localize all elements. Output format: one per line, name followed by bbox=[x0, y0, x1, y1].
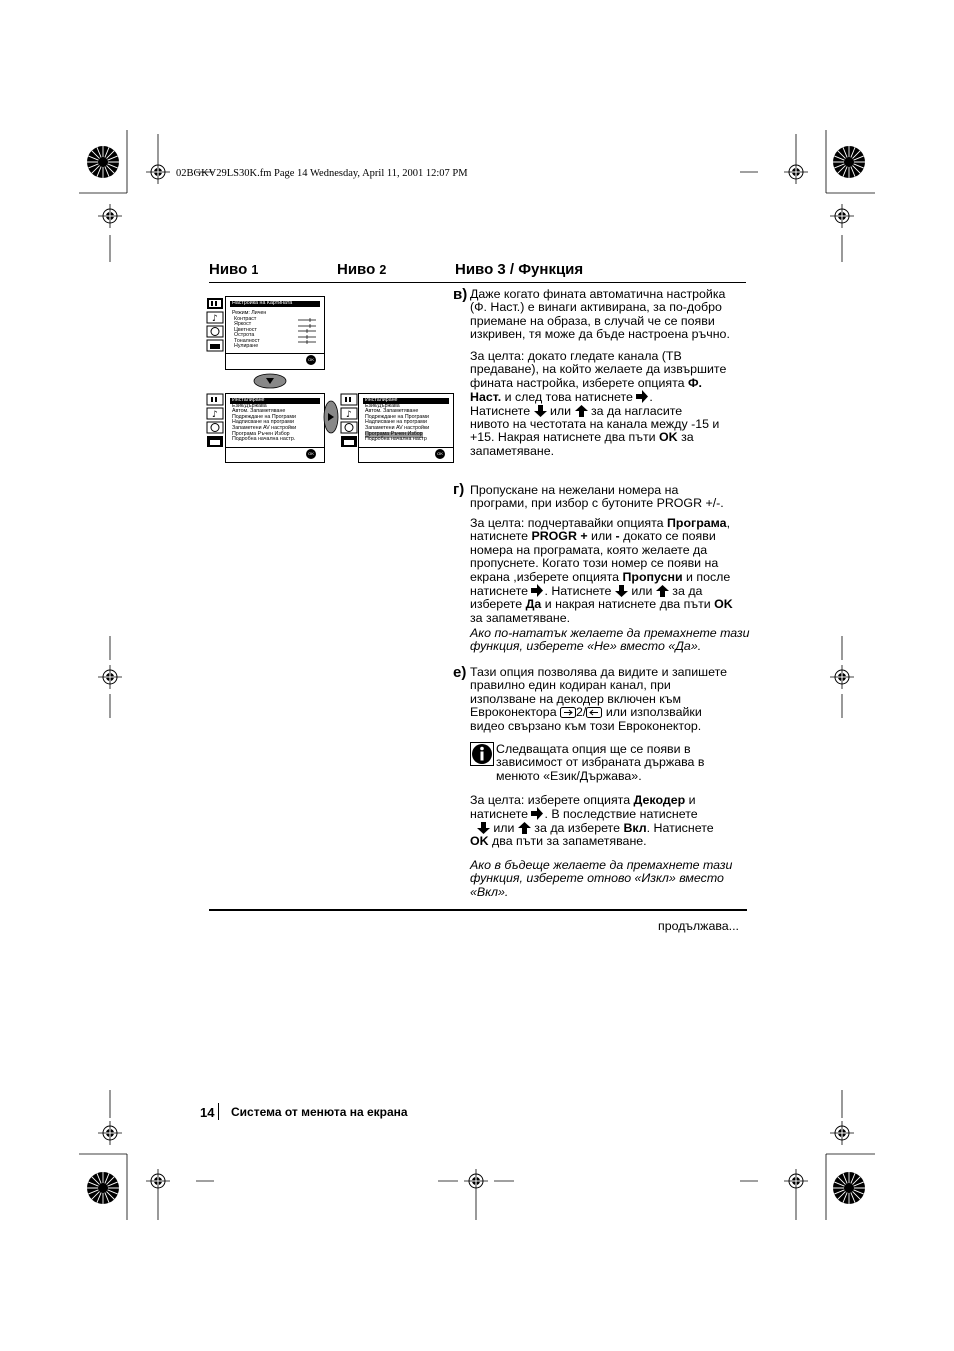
menu-item: Надписване на програми bbox=[365, 419, 427, 425]
menu-icons-picture bbox=[206, 297, 224, 352]
text: натиснете bbox=[470, 529, 532, 544]
text-line: нивото на честотата на канала между -15 и bbox=[470, 417, 720, 432]
install-menu-screen-left bbox=[225, 393, 325, 463]
menu-icons-install-right bbox=[340, 393, 358, 448]
text-line: Следващата опция ще се появи в bbox=[496, 742, 691, 756]
menu-item: Надписване на програми bbox=[232, 419, 294, 425]
text: докато се появи bbox=[619, 529, 716, 544]
option-value: Да bbox=[525, 597, 542, 612]
up-arrow-icon bbox=[575, 405, 588, 417]
right-arrow-icon bbox=[636, 390, 649, 403]
install-menu-screen-right bbox=[358, 393, 454, 463]
down-button-icon bbox=[253, 373, 287, 389]
column-heading-level-1 bbox=[209, 261, 258, 278]
menu-item: Нулиране bbox=[234, 343, 259, 349]
file-info-header: 02BGKV29LS30K.fm Page 14 Wednesday, April 11, 2001 12:07 PM bbox=[176, 168, 468, 179]
text-line bbox=[470, 405, 726, 418]
menu-item: Подреждане на Програми bbox=[365, 414, 429, 420]
menu-item: Автом. Запаметяване bbox=[232, 408, 286, 414]
text-line: програми, при избор с бутоните PROGR +/-. bbox=[470, 496, 724, 511]
option-name: Декодер bbox=[633, 793, 686, 807]
menu-item: Тоналност bbox=[234, 338, 260, 344]
ok-key: OK bbox=[659, 430, 678, 445]
text: . Натиснете bbox=[646, 820, 714, 835]
text-line: изкривен, тя може да бъде настроена ръчно. bbox=[470, 327, 730, 342]
text: или bbox=[627, 584, 656, 599]
text: За целта: изберете опцията bbox=[470, 793, 634, 807]
ok-button-icon: OK bbox=[435, 449, 445, 459]
right-button-icon bbox=[323, 400, 339, 434]
ok-key: OK bbox=[470, 834, 489, 849]
svg-text:♪: ♪ bbox=[346, 410, 352, 420]
text: +15. Накрая натиснете два пъти bbox=[470, 430, 660, 445]
svg-text:♪: ♪ bbox=[212, 410, 218, 420]
text-line: номера на програмата, която желаете да bbox=[470, 542, 708, 557]
option-name: Ф. bbox=[687, 375, 703, 390]
section-v-intro bbox=[470, 288, 730, 342]
text-line bbox=[470, 530, 733, 543]
menu-footer-line bbox=[226, 447, 324, 448]
option-value: Вкл bbox=[623, 820, 647, 835]
section-e-intro bbox=[470, 666, 727, 733]
text-line: запаметяване. bbox=[470, 443, 555, 458]
section-letter-e: е) bbox=[453, 664, 467, 681]
text-line: приемане на образа, в случай че се появи bbox=[470, 313, 715, 328]
menu-footer-line bbox=[226, 353, 324, 354]
text: Натиснете bbox=[470, 403, 534, 418]
right-arrow-icon bbox=[531, 584, 544, 597]
menu-item: Цветност bbox=[234, 327, 257, 333]
menu-item: Яркост bbox=[234, 321, 252, 327]
menu-item: Запаметени AV настройки bbox=[232, 425, 297, 431]
text: фината настройка, изберете опцията bbox=[470, 375, 688, 390]
text-line bbox=[470, 822, 714, 835]
text: натиснете bbox=[470, 807, 532, 822]
menu-item-selected: Програма Ръчен Избор bbox=[365, 431, 423, 437]
text-line bbox=[470, 794, 714, 807]
menu-item: Програма Ръчен Избор bbox=[232, 431, 290, 437]
up-arrow-icon bbox=[656, 585, 669, 597]
text: . bbox=[649, 390, 653, 405]
menu-item: Подробна начална настр. bbox=[232, 436, 296, 442]
continues-text: продължава... bbox=[658, 919, 739, 933]
ok-key: OK bbox=[714, 597, 733, 612]
menu-item: Подреждане на Програми bbox=[232, 414, 296, 420]
text: . В последствие натиснете bbox=[544, 807, 698, 822]
text: или bbox=[546, 403, 575, 418]
level1-num: 1 bbox=[251, 263, 259, 277]
text: и накрая натиснете два пъти bbox=[541, 597, 715, 612]
menu-item: Автом. Запаметяване bbox=[365, 408, 419, 414]
option-name: Пропусни bbox=[622, 569, 683, 584]
progr-key: PROGR + bbox=[531, 529, 588, 544]
text: и после bbox=[682, 569, 731, 584]
down-arrow-icon bbox=[534, 405, 547, 417]
section-g-intro bbox=[470, 484, 724, 511]
text-line: зависимост от избраната държава в bbox=[496, 755, 705, 770]
option-name: Програма bbox=[667, 516, 727, 530]
footer-section-title: Система от менюта на екрана bbox=[231, 1105, 408, 1119]
menu-footer-line bbox=[359, 447, 453, 448]
text-line bbox=[470, 431, 726, 444]
text-line bbox=[470, 584, 733, 598]
text-line: менюто «Език/Държава». bbox=[496, 768, 642, 783]
svg-text:♪: ♪ bbox=[212, 314, 218, 324]
text: За целта: подчертавайки опцията bbox=[470, 516, 667, 530]
menu-item: Острота bbox=[234, 332, 255, 338]
text: 2/ bbox=[576, 705, 587, 720]
picture-menu-title: Настройка на Картината bbox=[230, 301, 320, 307]
text-line: «Вкл». bbox=[470, 884, 509, 899]
text-line bbox=[470, 835, 714, 848]
menu-icons-install-left bbox=[206, 393, 224, 448]
text-line: функция, изберете «Не» вместо «Да». bbox=[470, 639, 702, 654]
text: и bbox=[685, 793, 696, 807]
text-line bbox=[470, 807, 714, 821]
text-line: използване на декодер включен към bbox=[470, 691, 681, 706]
text-line: функция, изберете отново «Изкл» вместо bbox=[470, 871, 724, 886]
text-line: Ако по-нататък желаете да премахнете тази bbox=[470, 626, 750, 640]
text: или bbox=[587, 529, 616, 544]
heading-rule bbox=[209, 282, 746, 283]
menu-item: Език/Държава bbox=[365, 403, 400, 409]
section-letter-v: в) bbox=[453, 286, 468, 303]
menu-item: Контраст bbox=[234, 316, 257, 322]
scart-connector-icon bbox=[560, 707, 576, 718]
text-line: правилно един кодиран канал, при bbox=[470, 678, 671, 693]
text-line bbox=[470, 390, 726, 404]
column-heading-level-3: Ниво 3 / Функция bbox=[455, 261, 584, 278]
down-arrow-icon bbox=[477, 822, 490, 834]
ok-button-icon: OK bbox=[306, 449, 316, 459]
text-line bbox=[470, 598, 733, 611]
menu-item: Запаметени AV настройки bbox=[365, 425, 430, 431]
text: екрана ,изберете опцията bbox=[470, 569, 623, 584]
text-line bbox=[470, 706, 727, 719]
section-g-note bbox=[470, 627, 750, 654]
right-arrow-icon bbox=[531, 807, 544, 820]
text-line: Пропускане на нежелани номера на bbox=[470, 483, 679, 497]
text: натиснете bbox=[470, 584, 532, 599]
ok-button-icon: OK bbox=[306, 355, 316, 365]
text: . Натиснете bbox=[544, 584, 615, 599]
section-letter-g: г) bbox=[453, 481, 465, 498]
text-line bbox=[470, 377, 726, 390]
text: изберете bbox=[470, 597, 526, 612]
text-line: видео свързано към този Евроконектор. bbox=[470, 718, 702, 733]
text-line: за запаметяване. bbox=[470, 610, 571, 625]
text: и след това натиснете bbox=[501, 390, 637, 405]
text: или bbox=[489, 820, 518, 835]
text-line: (Ф. Наст.) е винаги активирана, за по-добро bbox=[470, 300, 722, 315]
section-e-note bbox=[470, 859, 732, 899]
level2-word: Ниво bbox=[337, 261, 376, 278]
section-e-instructions bbox=[470, 794, 714, 849]
install-menu-title: Инсталиране bbox=[363, 398, 449, 404]
section-g-instructions bbox=[470, 517, 733, 625]
slider-marks bbox=[298, 317, 318, 349]
menu-item: Режим: Личен bbox=[232, 310, 267, 316]
picture-menu-screen bbox=[225, 296, 325, 370]
info-icon bbox=[470, 742, 494, 766]
scart-input-icon bbox=[586, 707, 602, 718]
text: за bbox=[677, 430, 694, 445]
text: Евроконектора bbox=[470, 705, 561, 720]
up-arrow-icon bbox=[518, 822, 531, 834]
down-arrow-icon bbox=[615, 585, 628, 597]
text-line bbox=[470, 517, 733, 530]
text: два пъти за запаметяване. bbox=[488, 834, 647, 849]
footer-divider bbox=[218, 1103, 219, 1120]
info-note bbox=[496, 743, 704, 783]
text: за да изберете bbox=[530, 820, 624, 835]
text-line bbox=[470, 571, 733, 584]
option-name: Наст. bbox=[470, 390, 502, 405]
text-line: пропуснете. Когато този номер се появи на bbox=[470, 556, 719, 571]
text: за да bbox=[668, 584, 703, 599]
text: за да нагласите bbox=[587, 403, 683, 418]
level2-num: 2 bbox=[379, 263, 387, 277]
text: или използвайки bbox=[602, 705, 702, 720]
text-line: За целта: докато гледате канала (ТВ bbox=[470, 349, 682, 363]
text-line: предаване), на който желаете да извършите bbox=[470, 362, 727, 377]
menu-item: Подробна начална настр bbox=[365, 436, 427, 442]
level1-word: Ниво bbox=[209, 261, 248, 278]
install-menu-title: Инсталиране bbox=[230, 398, 320, 404]
menu-item: Език/Държава bbox=[232, 403, 267, 409]
column-heading-level-2 bbox=[337, 261, 386, 278]
text: , bbox=[726, 516, 731, 530]
section-v-instructions bbox=[470, 350, 726, 458]
text-line: Тази опция позволява да видите и запишете bbox=[470, 665, 728, 679]
bottom-rule bbox=[209, 909, 747, 911]
minus-key: - bbox=[615, 529, 620, 544]
text-line: Ако в бъдеще желаете да премахнете тази bbox=[470, 858, 733, 872]
text-line: Даже когато фината автоматична настройка bbox=[470, 287, 726, 301]
page-number: 14 bbox=[200, 1105, 215, 1120]
